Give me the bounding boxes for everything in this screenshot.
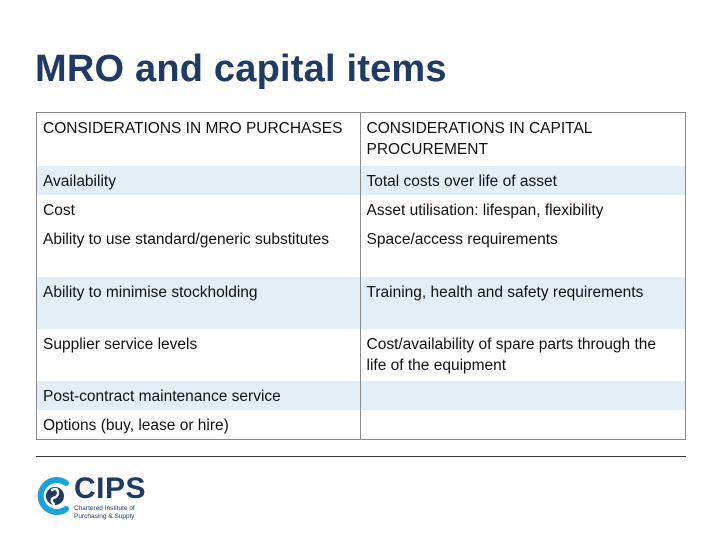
table-row <box>37 410 685 439</box>
logo-subtitle <box>74 505 135 521</box>
table-cell <box>360 410 685 439</box>
table-cell: Cost/availability of spare parts through the life of the equipment <box>360 329 685 381</box>
table-cell: Training, health and safety requirements <box>360 277 685 329</box>
table-cell: Availability <box>37 166 360 195</box>
logo-subtitle-line2: Purchasing & Supply <box>74 513 135 520</box>
cips-logo <box>36 470 146 528</box>
table-cell: Ability to use standard/generic substitutes <box>37 224 360 277</box>
slide-title: MRO and capital items <box>35 48 447 90</box>
table-cell: Supplier service levels <box>37 329 360 381</box>
table-row <box>37 381 685 410</box>
table-header-mro: CONSIDERATIONS IN MRO PURCHASES <box>37 113 360 166</box>
table-cell: Asset utilisation: lifespan, flexibility <box>360 195 685 224</box>
table-header-capital: CONSIDERATIONS IN CAPITAL PROCUREMENT <box>360 113 685 166</box>
table-cell: Options (buy, lease or hire) <box>37 410 360 439</box>
logo-wordmark: CIPS <box>74 472 147 505</box>
table-row <box>37 166 685 195</box>
table-cell: Cost <box>37 195 360 224</box>
table-cell: Space/access requirements <box>360 224 685 277</box>
table-row <box>37 224 685 277</box>
table-row <box>37 329 685 381</box>
table-row <box>37 277 685 329</box>
cips-emblem-icon <box>36 474 74 518</box>
footer-divider <box>36 456 686 457</box>
table-cell: Ability to minimise stockholding <box>37 277 360 329</box>
logo-subtitle-line1: Chartered Institute of <box>74 505 135 512</box>
table-cell: Total costs over life of asset <box>360 166 685 195</box>
table-cell <box>360 381 685 410</box>
table-header-row <box>37 113 685 166</box>
table-row <box>37 195 685 224</box>
considerations-table <box>36 112 686 440</box>
table-cell: Post-contract maintenance service <box>37 381 360 410</box>
